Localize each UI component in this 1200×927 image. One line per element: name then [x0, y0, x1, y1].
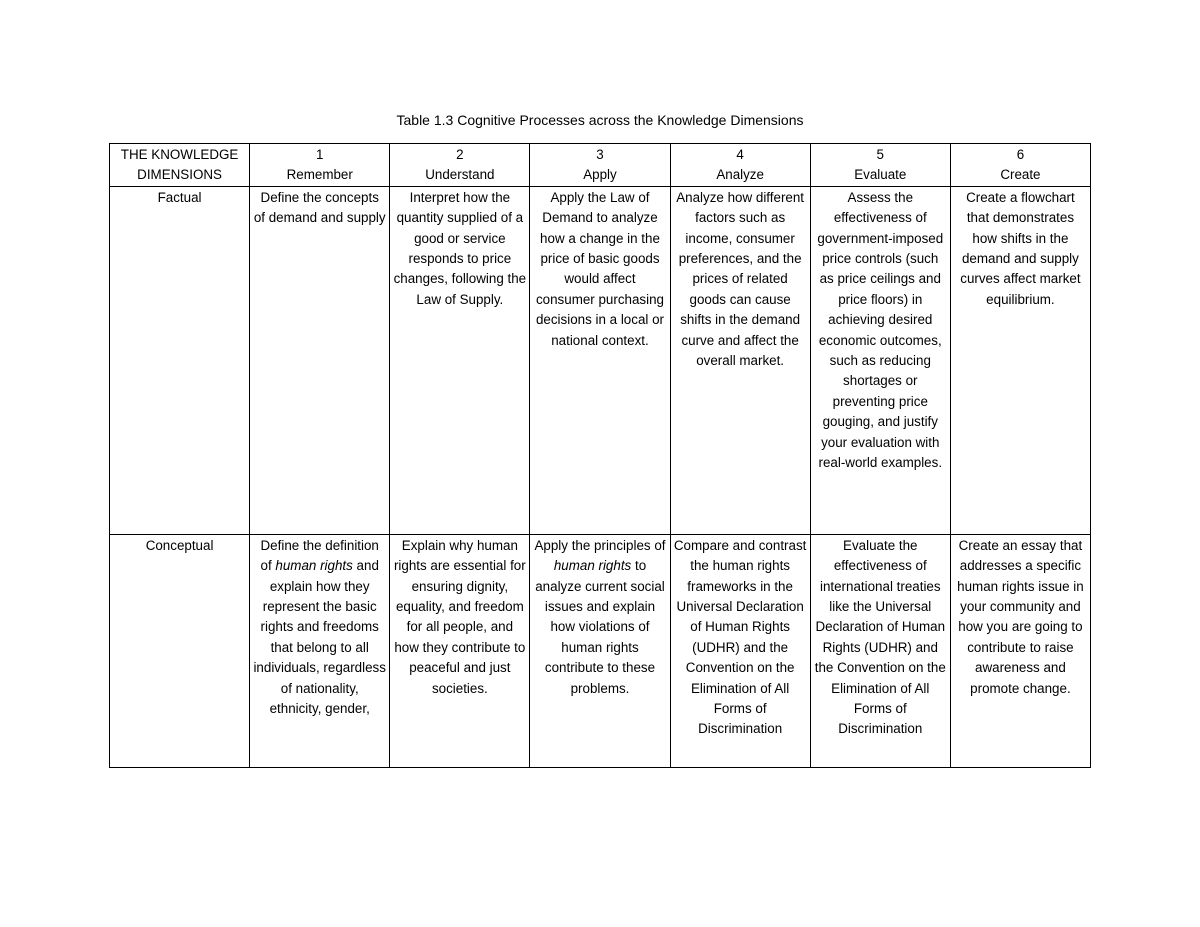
cell-text-post: to analyze current social issues and explain how violations of human rights contribute to these problems. — [535, 558, 665, 696]
column-name: Create — [1000, 167, 1041, 183]
cell-text-pre: Compare and contrast the human rights frameworks in the Universal Declaration of Human Rights (UDHR) and the Convention on the Elimination of All Forms of Discrimination — [673, 537, 807, 737]
cell-conceptual-create — [950, 534, 1090, 767]
column-name: Remember — [286, 167, 353, 183]
column-number: 3 — [596, 147, 604, 162]
cell-conceptual-analyze — [670, 534, 810, 767]
column-header-apply — [530, 144, 670, 187]
cell-conceptual-evaluate — [810, 534, 950, 767]
column-name: Apply — [583, 167, 617, 183]
column-number: 5 — [876, 147, 884, 162]
cell-conceptual-remember — [250, 534, 390, 767]
column-number: 4 — [736, 147, 744, 162]
column-name: Evaluate — [854, 167, 907, 183]
corner-header-line2: DIMENSIONS — [137, 167, 222, 183]
cell-conceptual-understand — [390, 534, 530, 767]
column-number: 1 — [315, 147, 324, 162]
cell-factual-understand: Interpret how the quantity supplied of a good or service responds to price changes, following the Law of Supply. — [390, 186, 530, 534]
table-row-conceptual — [110, 534, 1091, 767]
column-header-analyze — [670, 144, 810, 187]
cell-factual-create: Create a flowchart that demonstrates how shifts in the demand and supply curves affect market equilibrium. — [950, 186, 1090, 534]
cognitive-processes-table — [109, 143, 1091, 768]
column-number: 2 — [456, 147, 464, 162]
table-caption: Table 1.3 Cognitive Processes across the Knowledge Dimensions — [396, 112, 804, 128]
cell-conceptual-apply — [530, 534, 670, 767]
cell-text-pre: Evaluate the effectiveness of international treaties like the Universal Declaration of Human Rights (UDHR) and the Convention on the Elimination of All Forms of Discrimination — [814, 537, 946, 737]
column-header-understand — [390, 144, 530, 187]
cell-text-post: and explain how they represent the basic rights and freedoms that belong to all individuals, regardless of nationality, ethnicity, gender, — [253, 558, 386, 717]
cell-text-pre: Define the definition of — [260, 537, 379, 574]
cell-text-emphasis: human rights — [553, 558, 632, 574]
cell-factual-remember: Define the concepts of demand and supply — [250, 186, 390, 534]
column-header-remember — [250, 144, 390, 187]
row-label-conceptual: Conceptual — [110, 534, 250, 767]
cell-factual-evaluate: Assess the effectiveness of government-imposed price controls (such as price ceilings and price floors) in achieving desired economic outcomes, such as reducing shortages or preventing price gouging, and justify your evaluation with real-world examples. — [810, 186, 950, 534]
cell-text-pre: Apply the principles of — [534, 537, 666, 553]
column-header-evaluate — [810, 144, 950, 187]
table-row-factual — [110, 186, 1091, 534]
cell-text-pre: Create an essay that addresses a specific human rights issue in your community and how you are going to contribute to raise awareness and promote change. — [957, 537, 1084, 696]
corner-header-line1: THE KNOWLEDGE — [120, 147, 239, 162]
cell-text-pre: Explain why human rights are essential for ensuring dignity, equality, and freedom for all people, and how they contribute to peaceful and just societies. — [393, 537, 526, 696]
column-name: Understand — [425, 167, 495, 183]
cell-factual-apply: Apply the Law of Demand to analyze how a change in the price of basic goods would affect consumer purchasing decisions in a local or national context. — [530, 186, 670, 534]
column-name: Analyze — [716, 167, 764, 183]
table-header-row — [110, 144, 1091, 187]
row-label-factual: Factual — [110, 186, 250, 534]
column-number: 6 — [1016, 147, 1025, 162]
column-header-create — [950, 144, 1090, 187]
cell-text-emphasis: human rights — [275, 558, 353, 574]
corner-header-cell — [110, 144, 250, 187]
cell-factual-analyze: Analyze how different factors such as income, consumer preferences, and the prices of related goods can cause shifts in the demand curve and affect the overall market. — [670, 186, 810, 534]
